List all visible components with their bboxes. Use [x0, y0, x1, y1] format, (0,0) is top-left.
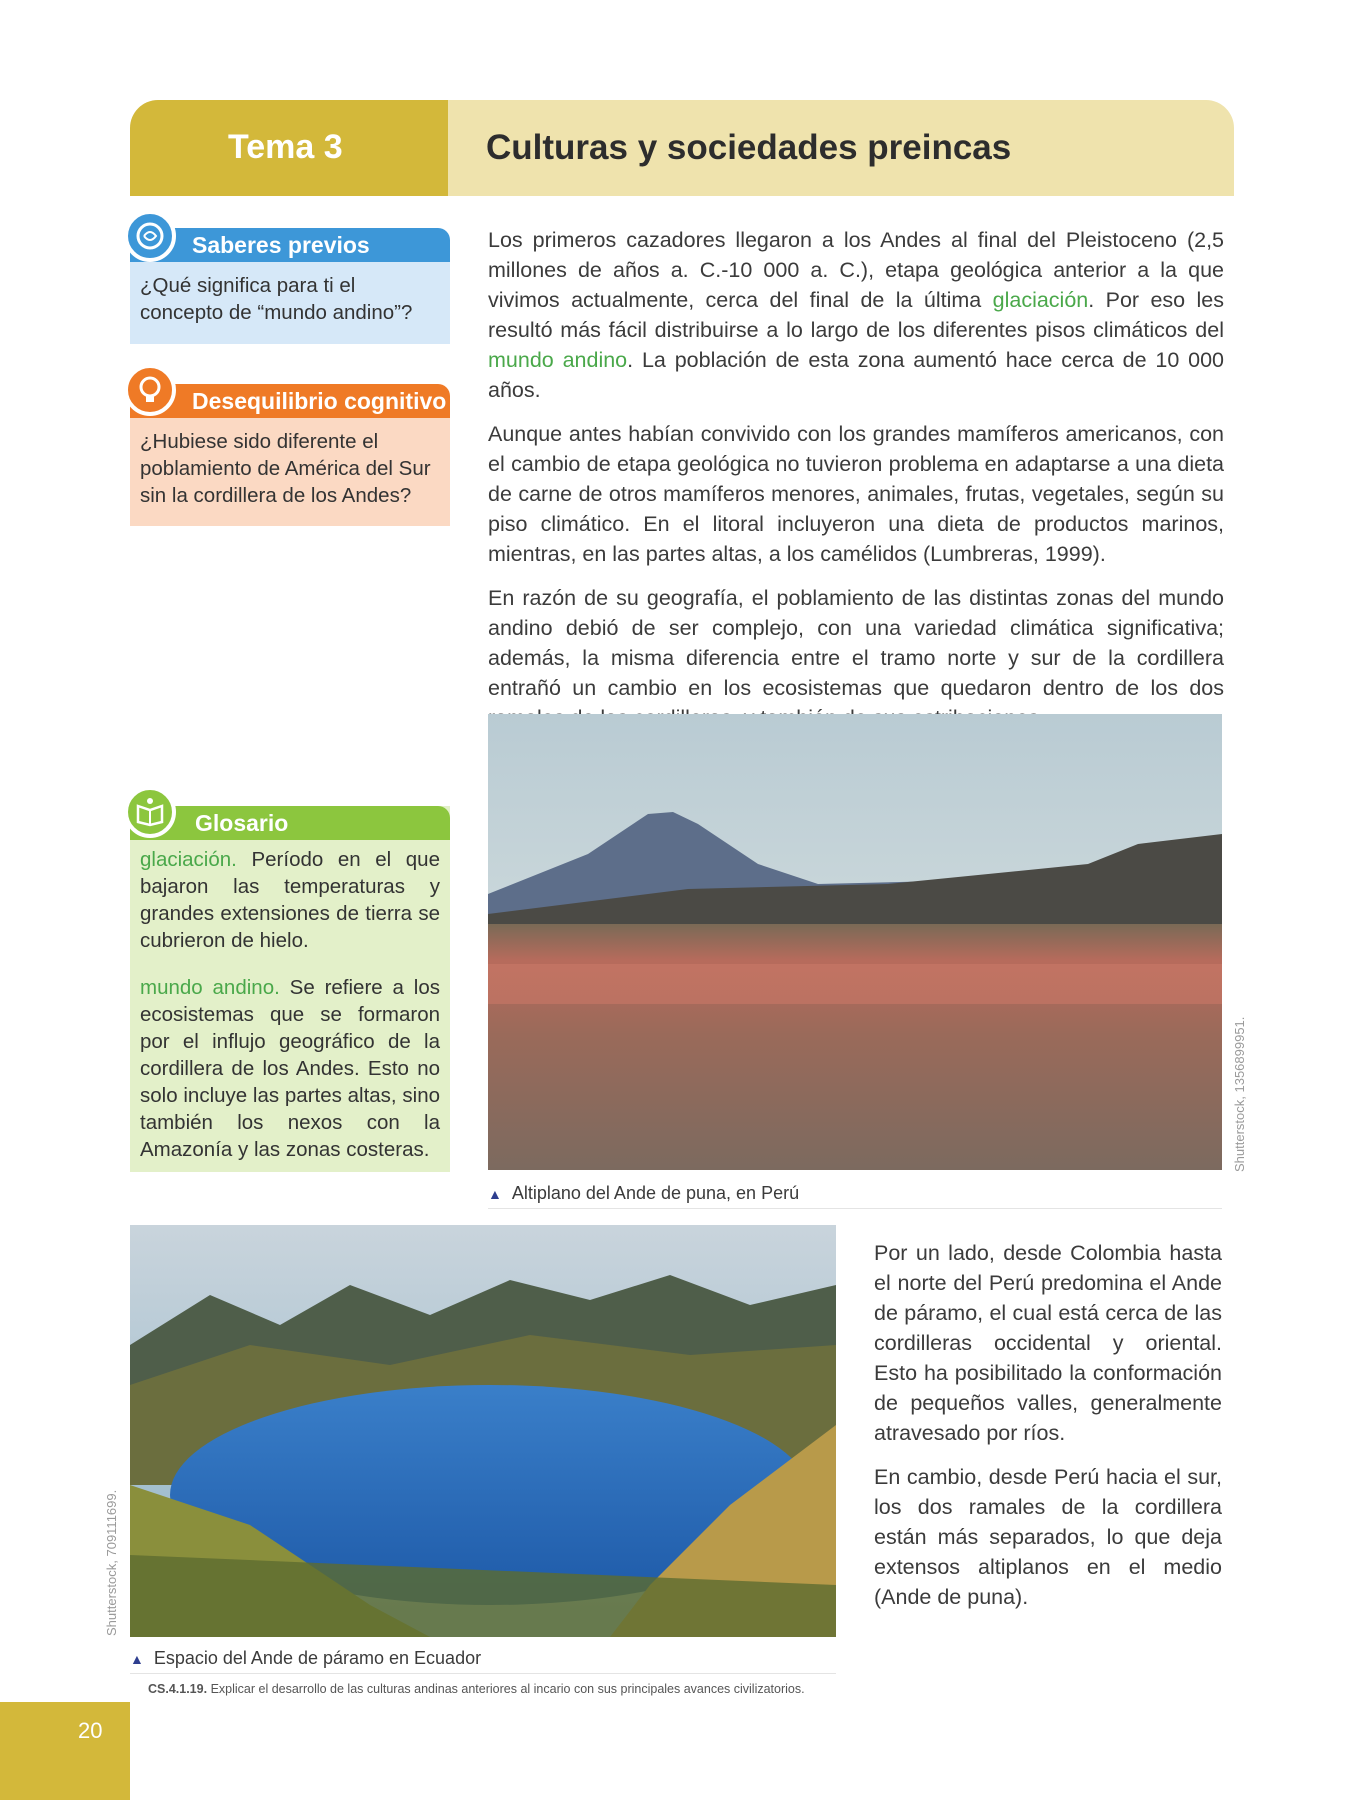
caption-triangle-icon: ▲	[488, 1186, 502, 1202]
brain-icon	[124, 210, 176, 262]
desequilibrio-cognitivo-title: Desequilibrio cognitivo	[130, 384, 450, 418]
tema-label: Tema 3	[228, 128, 343, 166]
page-number-tab	[0, 1702, 130, 1800]
curriculum-text: Explicar el desarrollo de las culturas andinas anteriores al incario con sus principales avances civilizatorios.	[210, 1682, 805, 1696]
tema-label-banner	[130, 100, 448, 196]
curriculum-code: CS.4.1.19.	[148, 1682, 208, 1696]
glossary-link-glaciacion: glaciación	[992, 288, 1089, 312]
glosario-entry	[130, 970, 450, 1163]
glosario-term: mundo andino.	[140, 976, 280, 999]
glosario-box	[130, 806, 450, 1172]
saberes-previos-box	[130, 228, 450, 344]
main-text-upper	[488, 225, 1224, 747]
main-text-lower	[874, 1238, 1222, 1626]
saberes-previos-title: Saberes previos	[130, 228, 450, 262]
page-title: Culturas y sociedades preincas	[486, 128, 1012, 167]
glosario-title: Glosario	[130, 806, 450, 840]
glosario-definition: Se refiere a los ecosistemas que se formaron por el influjo geográfico de la cordillera de los Andes. Esto no solo incluye las partes altas, sino también los nexos con la Amazonía y las zonas costeras.	[140, 976, 440, 1161]
desequilibrio-cognitivo-text: ¿Hubiese sido diferente el poblamiento de América del Sur sin la cordillera de los Andes?	[130, 418, 450, 526]
paragraph: Por un lado, desde Colombia hasta el norte del Perú predomina el Ande de páramo, el cual está cerca de las cordilleras occidental y oriental. Esto ha posibilitado la conformación de pequeños valles, generalmente atravesado por ríos.	[874, 1241, 1222, 1445]
paramo-photo-credit: Shutterstock, 709111699.	[104, 1489, 119, 1636]
glosario-definition: Período en el que bajaron las temperaturas y grandes extensiones de tierra se cubrieron de hielo.	[140, 848, 440, 952]
puna-photo-caption: ▲ Altiplano del Ande de puna, en Perú	[488, 1183, 1222, 1209]
curriculum-note	[148, 1682, 805, 1696]
glosario-term: glaciación.	[140, 848, 237, 871]
saberes-previos-text: ¿Qué significa para ti el concepto de “mundo andino”?	[130, 262, 450, 344]
paragraph: En razón de su geografía, el poblamiento de las distintas zonas del mundo andino debió de ser complejo, con una variedad climática significativa; además, la misma diferencia entre el tramo norte y sur de la cordillera entrañó un cambio en los ecosistemas que quedaron dentro de los dos	[488, 586, 1224, 700]
book-icon	[124, 786, 176, 838]
caption-triangle-icon: ▲	[130, 1651, 144, 1667]
desequilibrio-cognitivo-box	[130, 384, 450, 526]
puna-photo	[488, 714, 1222, 1170]
paramo-photo	[130, 1225, 836, 1637]
paragraph: Los primeros cazadores llegaron a los Andes al final del Pleistoceno (2,5 millones de años a. C.-10 000 a. C.), etapa geológica anterior a la que vivimos actualmente, cerca del final de la última glaciación. Por eso les resultó más fácil distribuirse a lo largo de los diferentes pisos climáticos del mundo andino. La población de esta zona aumentó hace cerca de 10 000 años.	[488, 228, 1225, 402]
page-number: 20	[78, 1718, 103, 1743]
page-title-banner	[448, 100, 1234, 196]
puna-photo-credit: Shutterstock, 1356899951.	[1232, 1016, 1247, 1172]
glossary-link-mundo-andino: mundo andino	[488, 348, 628, 372]
paramo-photo-caption: ▲ Espacio del Ande de páramo en Ecuador	[130, 1648, 836, 1674]
lightbulb-icon	[124, 364, 176, 416]
paragraph: En cambio, desde Perú hacia el sur, los dos ramales de la cordillera están más separados, lo que deja extensos altiplanos en el medio (Ande de puna).	[874, 1465, 1222, 1609]
paragraph: Aunque antes habían convivido con los grandes mamíferos americanos, con el cambio de etapa geológica no tuvieron problema en adaptarse a una dieta de carne de otros mamíferos menores, animales, frutas, vegetales, según su piso climático. En el litoral incluyeron una dieta de productos marinos, mientras, en las partes altas, a los camélidos (Lumbreras, 1999).	[488, 422, 1224, 566]
glosario-entry	[130, 842, 450, 954]
